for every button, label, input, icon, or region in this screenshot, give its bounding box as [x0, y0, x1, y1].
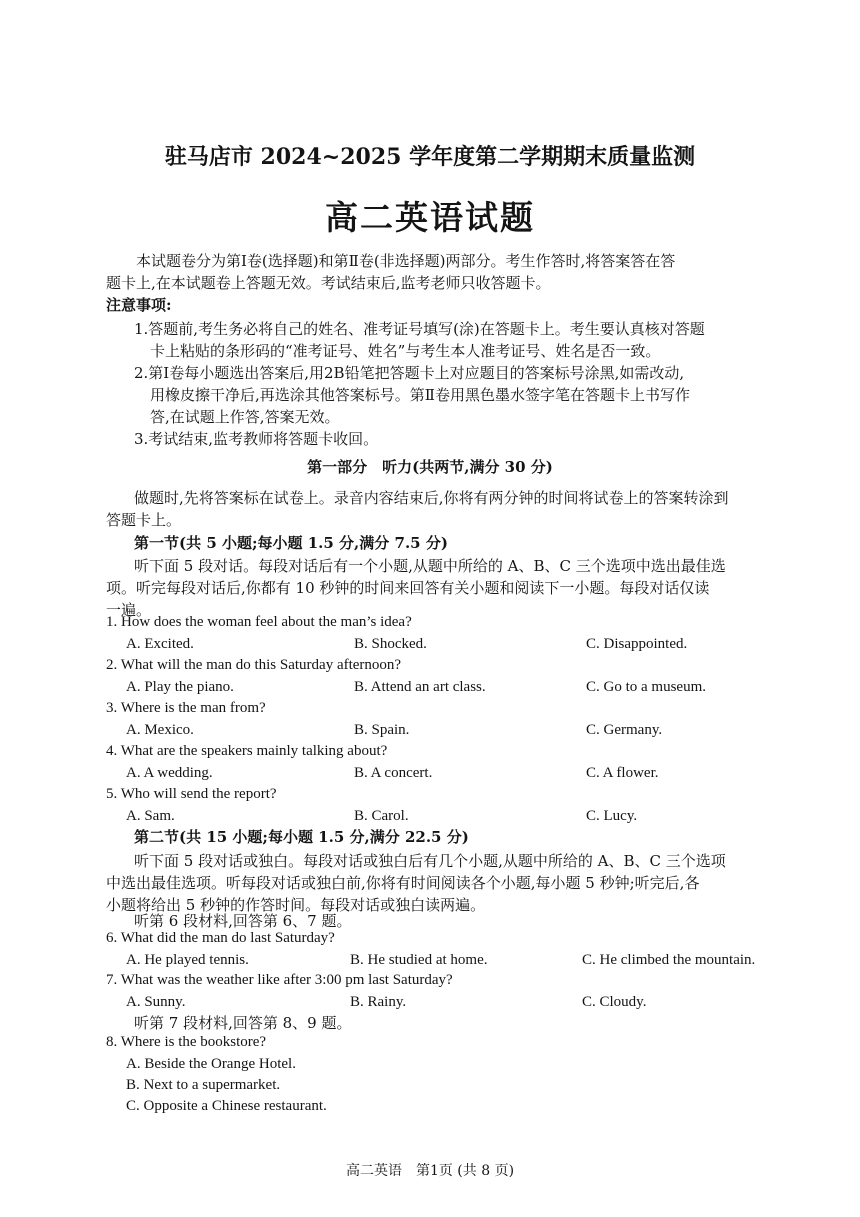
- question-2-option-c: C. Go to a museum.: [586, 679, 706, 695]
- question-6-option-b: B. He studied at home.: [350, 952, 488, 968]
- note-2-line-2: 用橡皮擦干净后,再选涂其他答案标号。第Ⅱ卷用黑色墨水签字笔在答题卡上书写作: [150, 386, 690, 404]
- page-footer: 高二英语 第1页 (共 8 页): [345, 1163, 515, 1179]
- material-7-label: 听第 7 段材料,回答第 8、9 题。: [134, 1014, 352, 1032]
- intro-line-2: 题卡上,在本试题卷上答题无效。考试结束后,监考老师只收答题卡。: [106, 274, 551, 292]
- question-6-option-a: A. He played tennis.: [126, 952, 249, 968]
- section2-heading: 第二节(共 15 小题;每小题 1.5 分,满分 22.5 分): [134, 828, 469, 846]
- question-1-option-a: A. Excited.: [126, 636, 194, 652]
- question-8-option-c: C. Opposite a Chinese restaurant.: [126, 1098, 327, 1114]
- note-3: 3.考试结束,监考教师将答题卡收回。: [134, 430, 379, 448]
- material-6-label: 听第 6 段材料,回答第 6、7 题。: [134, 912, 352, 930]
- question-2-stem: 2. What will the man do this Saturday afternoon?: [106, 657, 402, 673]
- question-4-option-c: C. A flower.: [586, 765, 659, 781]
- question-3-option-c: C. Germany.: [586, 722, 663, 738]
- question-5-option-b: B. Carol.: [354, 808, 409, 824]
- question-7-option-b: B. Rainy.: [350, 994, 407, 1010]
- question-7-stem: 7. What was the weather like after 3:00 pm last Saturday?: [106, 972, 453, 988]
- subject-title: 高二英语试题: [325, 198, 535, 237]
- note-1-line-2: 卡上粘贴的条形码的“准考证号、姓名”与考生本人准考证号、姓名是否一致。: [150, 342, 661, 360]
- question-1-option-c: C. Disappointed.: [586, 636, 688, 652]
- note-2-line-3: 答,在试题上作答,答案无效。: [150, 408, 340, 426]
- intro-line-1: 本试题卷分为第Ⅰ卷(选择题)和第Ⅱ卷(非选择题)两部分。考生作答时,将答案答在答: [136, 252, 676, 270]
- question-1-stem: 1. How does the woman feel about the man’s idea?: [106, 614, 412, 630]
- question-8-stem: 8. Where is the bookstore?: [106, 1034, 267, 1050]
- question-2-option-b: B. Attend an art class.: [354, 679, 486, 695]
- note-1-line-1: 1.答题前,考生务必将自己的姓名、准考证号填写(涂)在答题卡上。考生要认真核对答题: [134, 320, 705, 338]
- question-8-option-b: B. Next to a supermarket.: [126, 1077, 281, 1093]
- question-7-option-c: C. Cloudy.: [582, 994, 647, 1010]
- section2-instructions-line-3: 小题将给出 5 秒钟的作答时间。每段对话或独白读两遍。: [106, 896, 486, 914]
- question-3-option-b: B. Spain.: [354, 722, 410, 738]
- part1-instructions-line-1: 做题时,先将答案标在试卷上。录音内容结束后,你将有两分钟的时间将试卷上的答案转涂到: [134, 489, 729, 507]
- question-8-option-a: A. Beside the Orange Hotel.: [126, 1056, 296, 1072]
- note-2-line-1: 2.第Ⅰ卷每小题选出答案后,用2B铅笔把答题卡上对应题目的答案标号涂黑,如需改动,: [134, 364, 685, 382]
- question-4-stem: 4. What are the speakers mainly talking about?: [106, 743, 388, 759]
- question-6-stem: 6. What did the man do last Saturday?: [106, 930, 335, 946]
- part1-instructions-line-2: 答题卡上。: [106, 511, 182, 529]
- question-5-option-c: C. Lucy.: [586, 808, 638, 824]
- section1-instructions-line-1: 听下面 5 段对话。每段对话后有一个小题,从题中所给的 A、B、C 三个选项中选出最佳选: [134, 557, 726, 575]
- question-5-stem: 5. Who will send the report?: [106, 786, 277, 802]
- notes-heading: 注意事项:: [106, 296, 172, 314]
- section1-instructions-line-3: 一遍。: [106, 601, 152, 619]
- section2-instructions-line-1: 听下面 5 段对话或独白。每段对话或独白后有几个小题,从题中所给的 A、B、C 三个选项: [134, 852, 726, 870]
- question-1-option-b: B. Shocked.: [354, 636, 427, 652]
- part1-heading: 第一部分 听力(共两节,满分 30 分): [307, 458, 553, 476]
- question-3-stem: 3. Where is the man from?: [106, 700, 266, 716]
- section1-heading: 第一节(共 5 小题;每小题 1.5 分,满分 7.5 分): [134, 534, 448, 552]
- section2-instructions-line-2: 中选出最佳选项。听每段对话或独白前,你将有时间阅读各个小题,每小题 5 秒钟;听完后,各: [106, 874, 700, 892]
- question-5-option-a: A. Sam.: [126, 808, 175, 824]
- question-2-option-a: A. Play the piano.: [126, 679, 234, 695]
- exam-title: 驻马店市 2024~2025 学年度第二学期期末质量监测: [164, 144, 696, 170]
- question-7-option-a: A. Sunny.: [126, 994, 186, 1010]
- question-4-option-b: B. A concert.: [354, 765, 433, 781]
- section1-instructions-line-2: 项。听完每段对话后,你都有 10 秒钟的时间来回答有关小题和阅读下一小题。每段对话仅读: [106, 579, 710, 597]
- question-4-option-a: A. A wedding.: [126, 765, 213, 781]
- question-3-option-a: A. Mexico.: [126, 722, 194, 738]
- question-6-option-c: C. He climbed the mountain.: [582, 952, 756, 968]
